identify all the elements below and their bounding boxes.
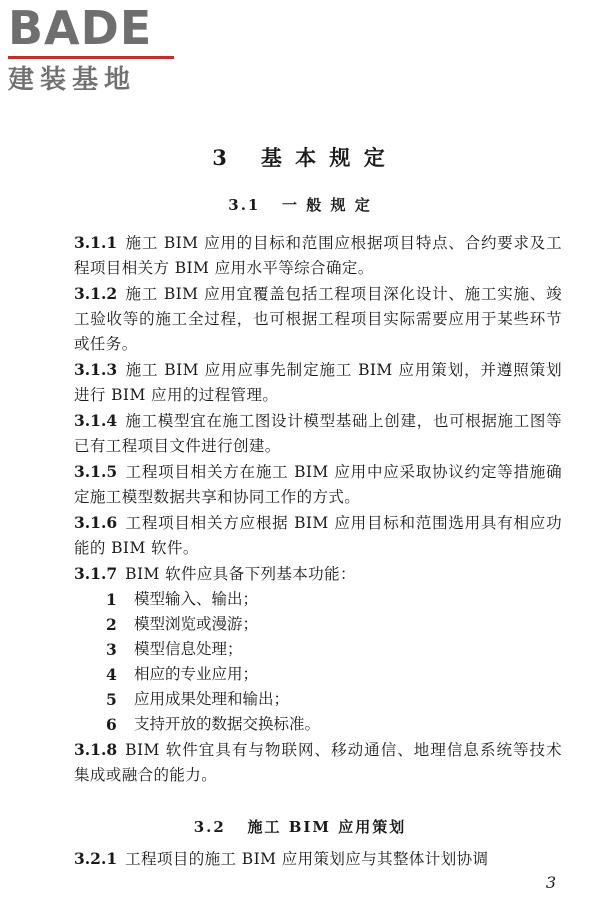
clause-text: 施工 BIM 应用的目标和范围应根据项目特点、合约要求及工程项目相关方 BIM 应用水平等综合确定。	[74, 234, 562, 277]
clause-text: 施工 BIM 应用宜覆盖包括工程项目深化设计、施工实施、竣工验收等的施工全过程，也可根据工程项目实际需要应用于某些环节或任务。	[74, 285, 562, 353]
section-title-text: 施工 BIM 应用策划	[247, 818, 407, 836]
list-item-text: 模型输入、输出；	[134, 590, 259, 608]
clause-number: 3.1.6	[74, 513, 118, 532]
clause-number: 3.2.1	[74, 849, 118, 868]
clause-text: 施工 BIM 应用应事先制定施工 BIM 应用策划，并遵照策划进行 BIM 应用的过程管理。	[74, 361, 562, 404]
list-item-number: 1	[106, 590, 117, 609]
clause-number: 3.1.8	[74, 740, 118, 759]
logo-subtitle: 建装基地	[8, 65, 137, 95]
section-number: 3.1	[228, 196, 261, 214]
clause-text: BIM 软件宜具有与物联网、移动通信、地理信息系统等技术集成或融合的能力。	[74, 741, 562, 784]
list-item-text: 应用成果处理和输出；	[134, 690, 290, 708]
list-item-text: 支持开放的数据交换标准。	[134, 715, 321, 733]
brand-logo	[8, 1, 178, 95]
clause-3-1-2	[74, 281, 562, 357]
clause-3-2-1	[74, 846, 562, 872]
clause-number: 3.1.4	[74, 411, 118, 430]
list-item-text: 模型浏览或漫游；	[134, 615, 259, 633]
document-body-continued	[74, 846, 562, 872]
clause-text: 工程项目相关方应根据 BIM 应用目标和范围选用具有相应功能的 BIM 软件。	[74, 514, 562, 557]
list-item-number: 3	[106, 640, 117, 659]
clause-number: 3.1.1	[74, 233, 118, 252]
logo-brand-text: BADE	[8, 1, 153, 55]
clause-3-1-5	[74, 459, 562, 510]
clause-3-1-4	[74, 408, 562, 459]
clause-text: BIM 软件应具备下列基本功能：	[125, 565, 356, 583]
clause-3-1-7	[74, 561, 562, 587]
list-item-text: 相应的专业应用；	[134, 665, 259, 683]
page-number: 3	[545, 873, 556, 892]
list-item	[74, 612, 562, 637]
clause-3-1-1	[74, 230, 562, 281]
list-item	[74, 712, 562, 737]
list-item-number: 5	[106, 690, 117, 709]
section-number: 3.2	[193, 818, 226, 836]
list-item-number: 2	[106, 615, 117, 634]
clause-number: 3.1.2	[74, 284, 118, 303]
clause-number: 3.1.7	[74, 564, 118, 583]
chapter-title-text: 基 本 规 定	[260, 145, 388, 170]
section-title-3-1	[0, 194, 600, 215]
clause-text: 施工模型宜在施工图设计模型基础上创建，也可根据施工图等已有工程项目文件进行创建。	[74, 412, 562, 455]
list-item	[74, 662, 562, 687]
section-title-text: 一 般 规 定	[282, 196, 372, 214]
function-list	[74, 587, 562, 737]
list-item	[74, 587, 562, 612]
chapter-title	[0, 142, 600, 172]
clause-text: 工程项目相关方在施工 BIM 应用中应采取协议约定等措施确定施工模型数据共享和协同工作的方式。	[74, 463, 562, 506]
list-item	[74, 687, 562, 712]
list-item	[74, 637, 562, 662]
clause-3-1-8	[74, 737, 562, 788]
section-title-3-2	[0, 816, 600, 837]
list-item-number: 6	[106, 715, 117, 734]
clause-3-1-6	[74, 510, 562, 561]
logo-divider	[8, 56, 174, 59]
list-item-text: 模型信息处理；	[134, 640, 243, 658]
chapter-number: 3	[212, 145, 230, 170]
clause-number: 3.1.5	[74, 462, 118, 481]
document-body	[74, 230, 562, 788]
clause-number: 3.1.3	[74, 360, 118, 379]
clause-3-1-3	[74, 357, 562, 408]
list-item-number: 4	[106, 665, 117, 684]
clause-text: 工程项目的施工 BIM 应用策划应与其整体计划协调	[125, 850, 489, 868]
